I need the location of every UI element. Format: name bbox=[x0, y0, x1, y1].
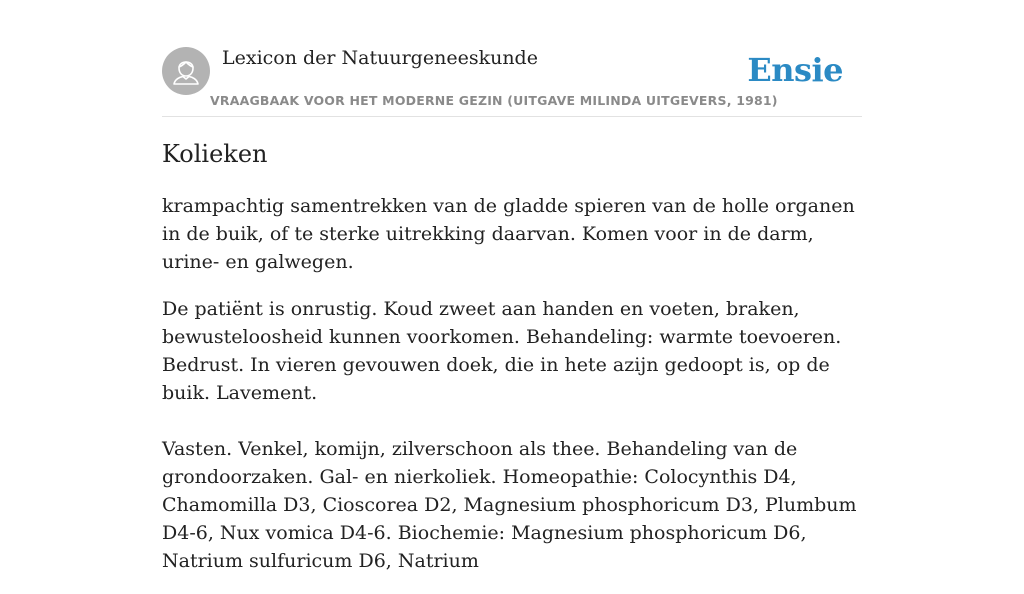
header bbox=[162, 46, 862, 117]
entry-body bbox=[162, 192, 862, 594]
entry-paragraph: krampachtig samentrekken van de gladde spieren van de holle organen in de buik, of te sterke uitrekking daarvan. Komen voor in de darm, urine- en galwegen. bbox=[162, 195, 855, 273]
brand-logo[interactable]: Ensie bbox=[747, 51, 843, 89]
avatar[interactable] bbox=[162, 47, 210, 95]
entry-title: Kolieken bbox=[162, 140, 268, 168]
book-subtitle: VRAAGBAAK VOOR HET MODERNE GEZIN (UITGAVE MILINDA UITGEVERS, 1981) bbox=[210, 93, 778, 108]
entry-paragraph: De patiënt is onrustig. Koud zweet aan handen en voeten, braken, bewusteloosheid kunnen voorkomen. Behandeling: warmte toevoeren. Bedrust. In vieren gevouwen doek, die in hete azijn gedoopt is, op de buik. Lavement. bbox=[162, 298, 842, 404]
book-title[interactable]: Lexicon der Natuurgeneeskunde bbox=[222, 47, 538, 69]
user-icon bbox=[162, 47, 210, 95]
entry-paragraph: Vasten. Venkel, komijn, zilverschoon als thee. Behandeling van de grondoorzaken. Gal- en nierkoliek. Homeopathie: Colocynthis D4, Chamomilla D3, Cioscorea D2, Magnesium phosphoricum D3, Plumbum D4-6, Nux vomica D4-6. Biochemie: Magnesium phosphoricum D6, Natrium sulfuricum D6, Natrium bbox=[162, 438, 857, 572]
